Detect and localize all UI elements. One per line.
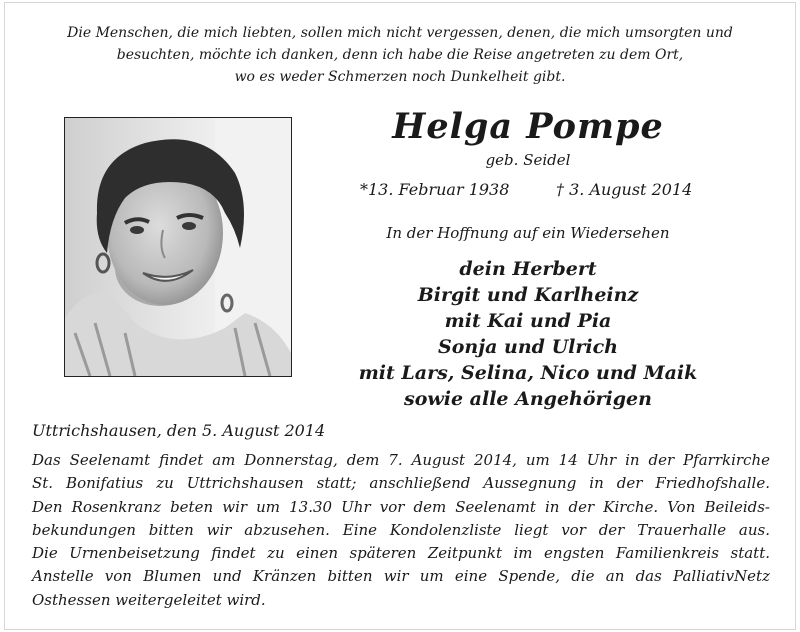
mourner-line: mit Kai und Pia: [444, 310, 612, 332]
hope-line: In der Hoffnung auf ein Wiedersehen: [386, 224, 670, 242]
place-and-date: Uttrichshausen, den 5. August 2014: [32, 421, 326, 440]
notice-line: Die Urnenbeisetzung findet zu einen späteren Zeitpunkt im engsten Familienkreis statt.: [32, 544, 770, 563]
portrait-photo: [64, 117, 292, 377]
notice-line: Den Rosenkranz beten wir um 13.30 Uhr vor dem Seelenamt in der Kirche. Von Beileids-: [32, 497, 770, 516]
deceased-name: Helga Pompe: [392, 106, 664, 147]
mourner-line: sowie alle Angehörigen: [404, 388, 652, 410]
mourner-line: dein Herbert: [459, 258, 597, 280]
mourners-list: [324, 256, 732, 412]
mourner-line: Sonja und Ulrich: [438, 336, 618, 358]
notice-line: Anstelle von Blumen und Kränzen bitten wir um eine Spende, die an das PalliativNetz: [32, 567, 770, 586]
birth-date: *13. Februar 1938: [360, 180, 510, 199]
notice-line: bekundungen bitten wir abzusehen. Eine Kondolenzliste liegt vor der Trauerhalle aus.: [32, 520, 770, 539]
poem-line: besuchten, möchte ich danken, denn ich habe die Reise angetreten zu dem Ort,: [116, 47, 684, 63]
maiden-name: geb. Seidel: [485, 151, 571, 169]
mourner-line: mit Lars, Selina, Nico und Maik: [358, 362, 698, 384]
poem-line: wo es weder Schmerzen noch Dunkelheit gibt.: [234, 69, 566, 85]
notice-line: Osthessen weitergeleitet wird.: [32, 590, 266, 609]
notice-line: Das Seelenamt findet am Donnerstag, dem 7. August 2014, um 14 Uhr in der Pfarrkirche: [32, 451, 770, 469]
funeral-notice: [32, 449, 770, 612]
death-date: † 3. August 2014: [556, 180, 693, 199]
memorial-poem: [0, 22, 800, 88]
poem-line: Die Menschen, die mich liebten, sollen mich nicht vergessen, denen, die mich umsorgten und: [67, 25, 733, 41]
notice-line: St. Bonifatius zu Uttrichshausen statt; anschließend Aussegnung in der Friedhofshalle.: [32, 474, 770, 493]
mourner-line: Birgit und Karlheinz: [417, 284, 639, 306]
